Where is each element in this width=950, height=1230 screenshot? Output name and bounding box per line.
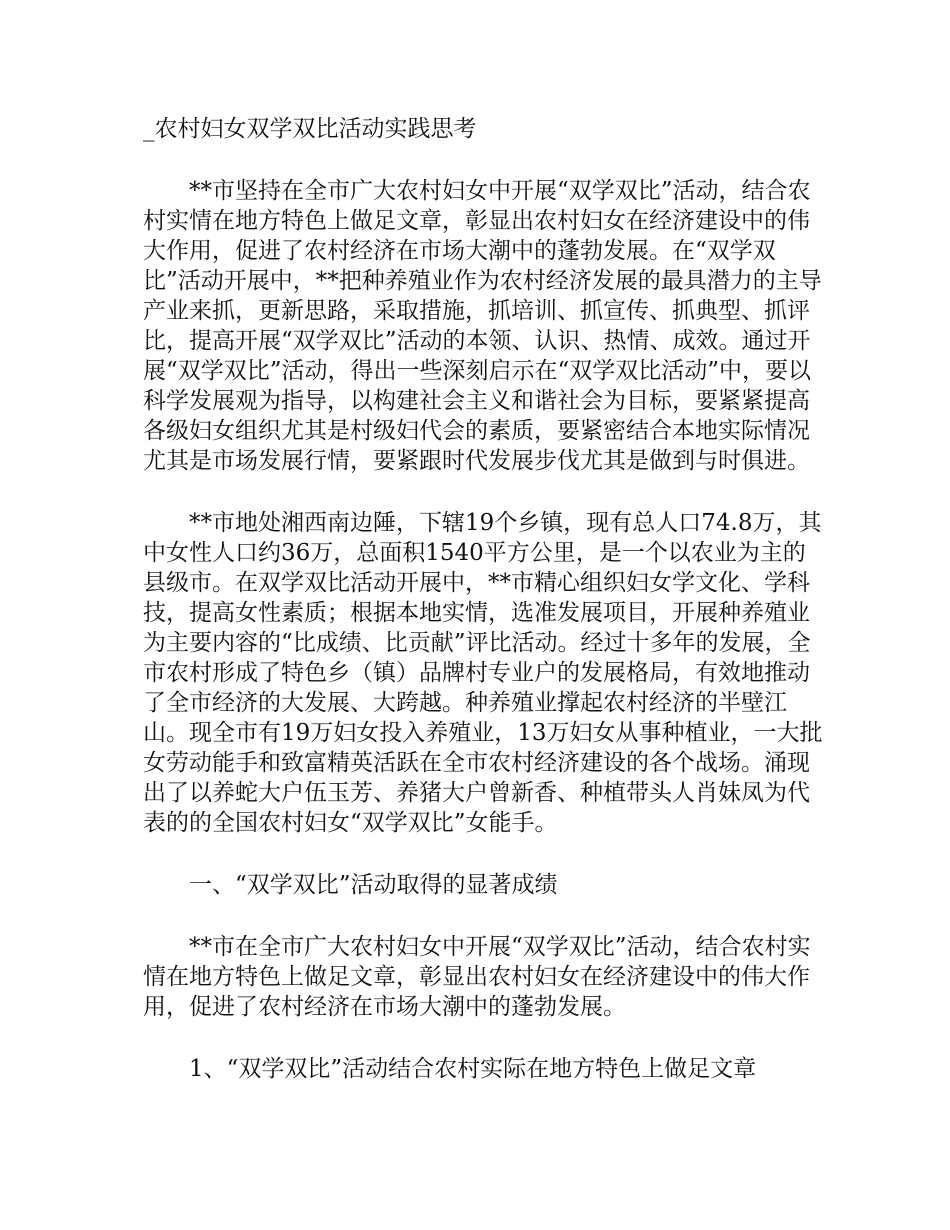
- document-title: _农村妇女双学双比活动实践思考: [143, 116, 477, 142]
- paragraph-intro: **市坚持在全市广大农村妇女中开展“双学双比”活动，结合农村实情在地方特色上做足文章，彰显出农村妇女在经济建设中的伟大作用，促进了农村经济在市场大潮中的蓬勃发展。在“双学双比”活动开展中，**把种养殖业作为农村经济发展的最具潜力的主导产业来抓，更新思路，采取措施，抓培训、抓宣传、抓典型、抓评比，提高开展“双学双比”活动的本领、认识、热情、成效。通过开展“双学双比”活动，得出一些深刻启示在“双学双比活动”中，要以科学发展观为指导，以构建社会主义和谐社会为目标，要紧紧提高各级妇女组织尤其是村级妇代会的素质，要紧密结合本地实际情况尤其是市场发展行情，要紧跟时代发展步伐尤其是做到与时俱进。: [143, 178, 822, 474]
- section-paragraph: **市在全市广大农村妇女中开展“双学双比”活动，结合农村实情在地方特色上做足文章，彰显出农村妇女在经济建设中的伟大作用，促进了农村经济在市场大潮中的蓬勃发展。: [143, 934, 811, 1020]
- section-heading: 一、“双学双比”活动取得的显著成绩: [189, 872, 558, 898]
- document-body: [143, 114, 823, 1116]
- subsection-heading: 1、“双学双比”活动结合农村实际在地方特色上做足文章: [189, 1056, 757, 1082]
- paragraph-overview: **市地处湘西南边陲，下辖19个乡镇，现有总人口74.8万，其中女性人口约36万，总面积1540平方公里，是一个以农业为主的县级市。在双学双比活动开展中，**市精心组织妇女学文化、学科技，提高女性素质；根据本地实情，选准发展项目，开展种养殖业为主要内容的“比成绩、比贡献”评比活动。经过十多年的发展，全市农村形成了特色乡（镇）品牌村专业户的发展格局，有效地推动了全市经济的大发展、大跨越。种养殖业撑起农村经济的半壁江山。现全市有19万妇女投入养殖业，13万妇女从事种植业，一大批女劳动能手和致富精英活跃在全市农村经济建设的各个战场。涌现出了以养蛇大户伍玉芳、养猪大户曾新香、种植带头人肖妹凤为代表的的全国农村妇女“双学双比”女能手。: [143, 510, 823, 836]
